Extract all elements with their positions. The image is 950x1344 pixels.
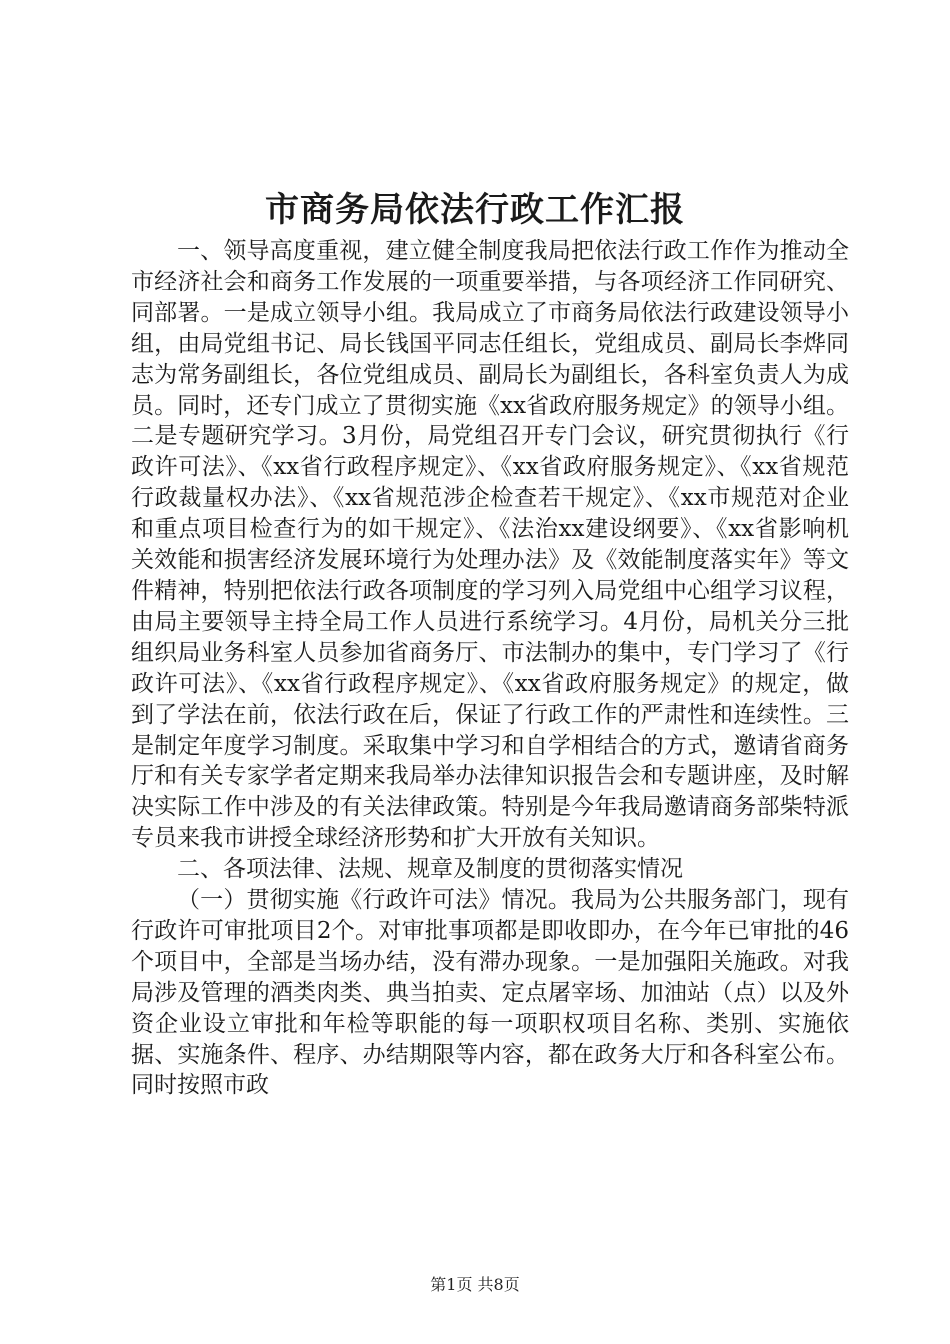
paragraph-3: （一）贯彻实施《行政许可法》情况。我局为公共服务部门，现有行政许可审批项目2个。对审批事项都是即收即办，在今年已审批的46个项目中，全部是当场办结，没有滞办现象。一是加强阳关施政。对我局涉及管理的酒类肉类、典当拍卖、定点屠宰场、加油站（点）以及外资企业设立审批和年检等职能的每一项职权项目名称、类别、实施依据、实施条件、程序、办结期限等内容，都在政务大厅和各科室公布。同时按照市政 bbox=[131, 887, 849, 1099]
page-number-footer: 第1页 共8页 bbox=[430, 1275, 520, 1294]
paragraph-1: 一、领导高度重视，建立健全制度我局把依法行政工作作为推动全市经济社会和商务工作发展的一项重要举措，与各项经济工作同研究、同部署。一是成立领导小组。我局成立了市商务局依法行政建设领导小组，由局党组书记、局长钱国平同志任组长，党组成员、副局长李烨同志为常务副组长，各位党组成员、副局长为副组长，各科室负责人为成员。同时，还专门成立了贯彻实施《xx省政府服务规定》的领导小组。二是专题研究学习。3月份，局党组召开专门会议，研究贯彻执行《行政许可法》、《xx省行政程序规定》、《xx省政府服务规定》、《xx省规范行政裁量权办法》、《xx省规范涉企检查若干规定》、《xx市规范对企业和重点项目检查行为的如干规定》、《法治xx建设纲要》、《xx省影响机关效能和损害经济发展环境行为处理办法》及《效能制度落实年》等文件精神，特别把依法行政各项制度的学习列入局党组中心组学习议程，由局主要领导主持全局工作人员进行系统学习。4月份，局机关分三批组织局业务科室人员参加省商务厅、市法制办的集中，专门学习了《行政许可法》、《xx省行政程序规定》、《xx省政府服务规定》的规定，做到了学法在前，依法行政在后，保证了行政工作的严肃性和连续性。三是制定年度学习制度。采取集中学习和自学相结合的方式，邀请省商务厅和有关专家学者定期来我局举办法律知识报告会和专题讲座，及时解决实际工作中涉及的有关法律政策。特别是今年我局邀请商务部柴特派专员来我市讲授全球经济形势和扩大开放有关知识。 bbox=[131, 238, 849, 852]
paragraph-2: 二、各项法律、法规、规章及制度的贯彻落实情况 bbox=[177, 856, 683, 883]
document-body bbox=[131, 236, 849, 1101]
document-title: 市商务局依法行政工作汇报 bbox=[265, 190, 685, 230]
